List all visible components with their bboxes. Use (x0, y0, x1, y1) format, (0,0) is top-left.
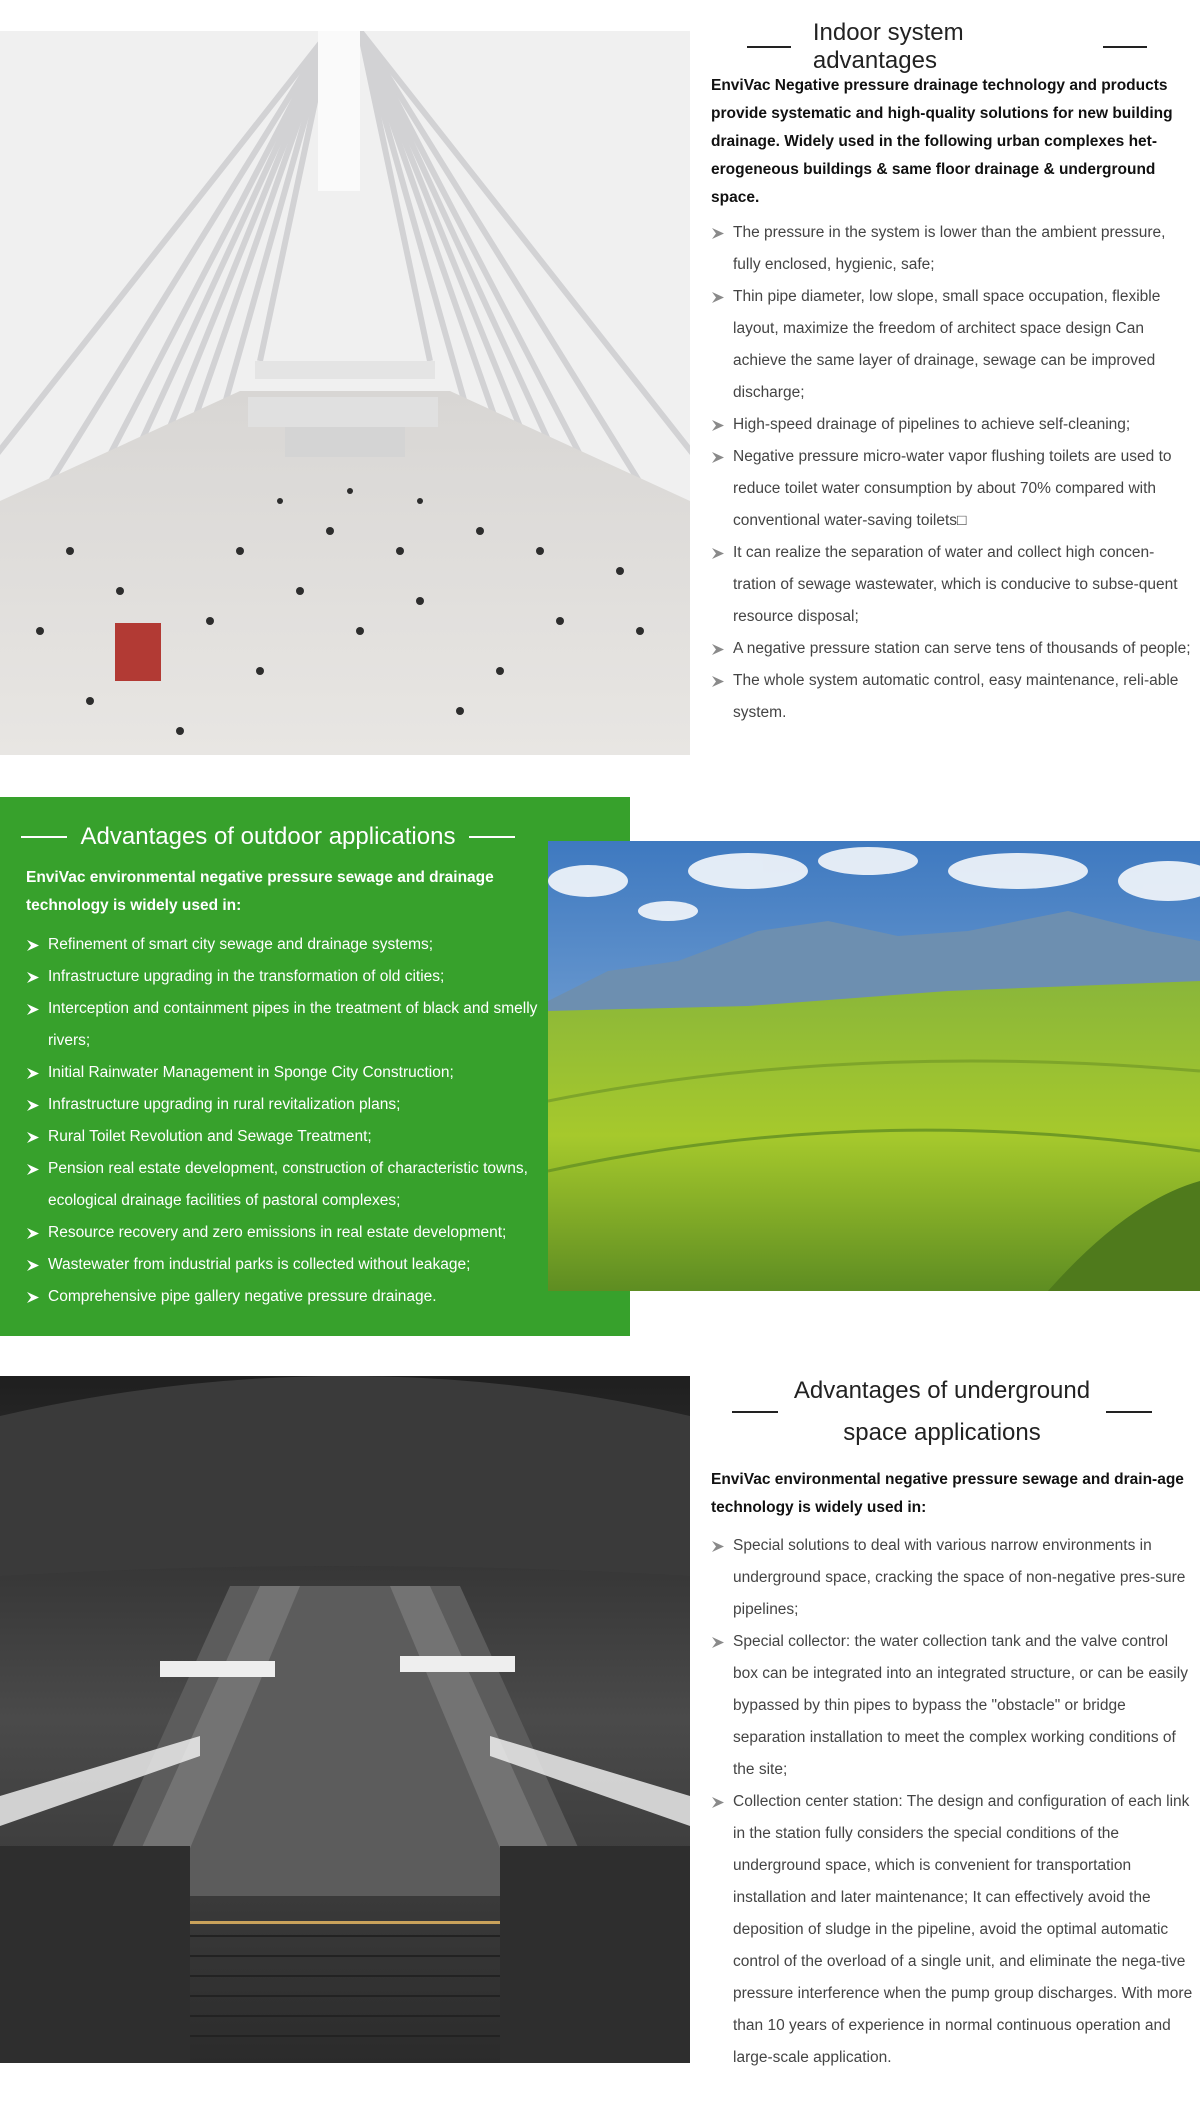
list-item: Negative pressure micro-water vapor flushing toilets are used to reduce toilet water consumption by about 70% compared with conventional water-saving toilets□ (711, 441, 1193, 537)
chevron-right-icon (26, 1131, 40, 1144)
chevron-right-icon (26, 939, 40, 952)
title-rule-left (732, 1411, 778, 1413)
chevron-right-icon (26, 1067, 40, 1080)
list-item: Special collector: the water collection tank and the valve control box can be integrated into an integrated structure, or can be easily bypassed by thin pipes to bypass the "obstacle" or bridge separation installation to meet the complex working conditions of the site; (711, 1626, 1193, 1786)
title-rule-right (1106, 1411, 1152, 1413)
list-item: Interception and containment pipes in the treatment of black and smelly rivers; (26, 993, 546, 1057)
underground-title (732, 1370, 1152, 1454)
outdoor-lead: EnviVac environmental negative pressure sewage and drainage technology is widely used in: (26, 869, 494, 914)
chevron-right-icon (26, 1259, 40, 1272)
meadow-landscape-photo (548, 841, 1200, 1291)
chevron-right-icon (711, 227, 725, 240)
list-item: Thin pipe diameter, low slope, small space occupation, flexible layout, maximize the freedom of architect space design Can achieve the same layer of drainage, sewage can be improved discharge; (711, 281, 1193, 409)
indoor-advantages-list (711, 217, 1193, 729)
chevron-right-icon (711, 675, 725, 688)
title-rule-right (1103, 46, 1147, 48)
chevron-right-icon (711, 1636, 725, 1649)
underground-advantages-list (711, 1530, 1193, 2074)
chevron-right-icon (711, 643, 725, 656)
chevron-right-icon (711, 1796, 725, 1809)
indoor-title-text: Indoor system advantages (812, 19, 964, 74)
chevron-right-icon (711, 451, 725, 464)
outdoor-title (20, 820, 516, 854)
list-item: High-speed drainage of pipelines to achieve self-cleaning; (711, 409, 1193, 441)
list-item: Special solutions to deal with various narrow environments in underground space, cracking the space of non-negative pres-sure pipelines; (711, 1530, 1193, 1626)
underground-title-line-1: Advantages of underground (793, 1377, 1091, 1404)
indoor-lead: EnviVac Negative pressure drainage technology and products provide systematic and high-quality solutions for new building drainage. Widely used in the following urban complexes het-erogeneous buildings & same floor drainage & underground space. (711, 77, 1173, 206)
list-item: Resource recovery and zero emissions in real estate development; (26, 1217, 546, 1249)
chevron-right-icon (26, 1003, 40, 1016)
list-item: It can realize the separation of water and collect high concen-tration of sewage wastewater, which is conducive to subse-quent resource disposal; (711, 537, 1193, 633)
chevron-right-icon (711, 547, 725, 560)
title-rule-left (21, 836, 67, 838)
station-hall-photo (0, 31, 690, 755)
chevron-right-icon (26, 971, 40, 984)
chevron-right-icon (711, 419, 725, 432)
title-rule-left (747, 46, 791, 48)
indoor-title (747, 19, 1147, 74)
subway-station-photo (0, 1376, 690, 2063)
list-item: Infrastructure upgrading in rural revitalization plans; (26, 1089, 546, 1121)
list-item: Infrastructure upgrading in the transformation of old cities; (26, 961, 546, 993)
list-item: Pension real estate development, construction of characteristic towns, ecological drainage facilities of pastoral complexes; (26, 1153, 546, 1217)
chevron-right-icon (26, 1163, 40, 1176)
outdoor-advantages-list (26, 929, 546, 1313)
chevron-right-icon (711, 291, 725, 304)
list-item: Comprehensive pipe gallery negative pressure drainage. (26, 1281, 546, 1313)
list-item: Initial Rainwater Management in Sponge City Construction; (26, 1057, 546, 1089)
list-item: A negative pressure station can serve tens of thousands of people; (711, 633, 1193, 665)
list-item: Wastewater from industrial parks is collected without leakage; (26, 1249, 546, 1281)
chevron-right-icon (711, 1540, 725, 1553)
list-item: The whole system automatic control, easy maintenance, reli-able system. (711, 665, 1193, 729)
underground-title-line-2: space applications (843, 1419, 1041, 1446)
list-item: Rural Toilet Revolution and Sewage Treatment; (26, 1121, 546, 1153)
chevron-right-icon (26, 1291, 40, 1304)
outdoor-title-text: Advantages of outdoor applications (80, 823, 456, 850)
list-item: Refinement of smart city sewage and drainage systems; (26, 929, 546, 961)
list-item: The pressure in the system is lower than the ambient pressure, fully enclosed, hygienic, safe; (711, 217, 1193, 281)
underground-lead: EnviVac environmental negative pressure sewage and drain-age technology is widely used in: (711, 1471, 1184, 1516)
chevron-right-icon (26, 1227, 40, 1240)
list-item: Collection center station: The design and configuration of each link in the station fully considers the special conditions of the underground space, which is convenient for transportation installation and later maintenance; It can effectively avoid the deposition of sludge in the pipeline, avoid the optimal automatic control of the overload of a single unit, and eliminate the nega-tive pressure interference when the pump group discharges. With more than 10 years of experience in normal continuous operation and large-scale application. (711, 1786, 1193, 2074)
title-rule-right (469, 836, 515, 838)
chevron-right-icon (26, 1099, 40, 1112)
